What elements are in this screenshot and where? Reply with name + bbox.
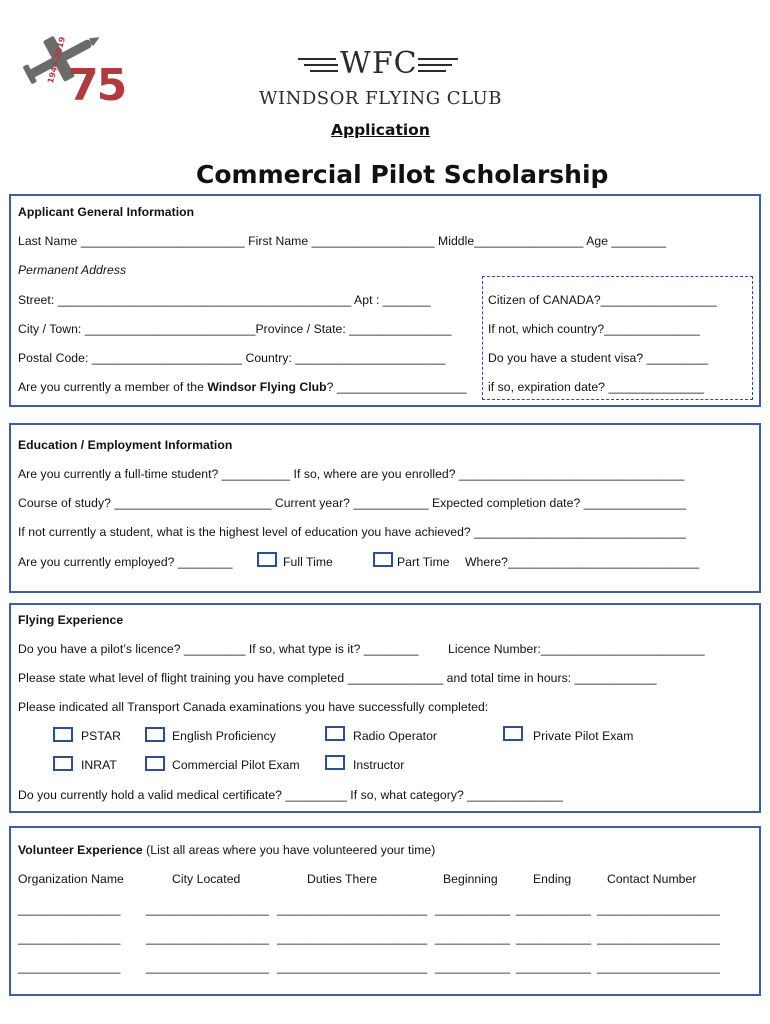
column-header-beginning: Beginning bbox=[443, 872, 498, 886]
club-logo bbox=[258, 46, 502, 114]
permanent-address-label: Permanent Address bbox=[18, 263, 127, 277]
column-header-city: City Located bbox=[172, 872, 241, 886]
volunteer-row-3-duties[interactable]: ______________________ bbox=[277, 960, 428, 974]
course-of-study-field[interactable]: Course of study? _______________________ Current year? ___________ Expected completion date? _______________ bbox=[18, 496, 687, 510]
column-header-organization: Organization Name bbox=[18, 872, 124, 886]
licence-number-field[interactable]: Licence Number:________________________ bbox=[448, 642, 705, 656]
column-header-ending: Ending bbox=[533, 872, 572, 886]
club-name: WINDSOR FLYING CLUB bbox=[259, 88, 502, 109]
column-header-duties: Duties There bbox=[307, 872, 378, 886]
volunteer-row-3-city[interactable]: __________________ bbox=[146, 960, 269, 974]
volunteer-title: Volunteer Experience bbox=[18, 843, 143, 857]
street-field[interactable]: Street: ___________________________________________ Apt : _______ bbox=[18, 293, 431, 307]
pilot-licence-field[interactable]: Do you have a pilot’s licence? _________ If so, what type is it? ________ bbox=[18, 642, 419, 656]
anniversary-number: 75 bbox=[68, 60, 126, 111]
instructor-label: Instructor bbox=[353, 758, 405, 772]
club-initials: WFC bbox=[340, 46, 418, 81]
part-time-checkbox[interactable] bbox=[373, 552, 393, 567]
student-status-field[interactable]: Are you currently a full-time student? __________ If so, where are you enrolled? _________________________________ bbox=[18, 467, 685, 481]
full-time-checkbox[interactable] bbox=[257, 552, 277, 567]
volunteer-row-2-ending[interactable]: ___________ bbox=[516, 931, 592, 945]
flight-training-field[interactable]: Please state what level of flight training you have completed ______________ and total time in hours: ____________ bbox=[18, 671, 657, 685]
radio-operator-label: Radio Operator bbox=[353, 729, 438, 743]
volunteer-row-3-ending[interactable]: ___________ bbox=[516, 960, 592, 974]
page-title: Commercial Pilot Scholarship bbox=[196, 160, 609, 189]
visa-expiration-field[interactable]: if so, expiration date? ______________ bbox=[488, 380, 705, 394]
full-time-label: Full Time bbox=[283, 555, 333, 569]
private-pilot-exam-checkbox[interactable] bbox=[503, 726, 523, 741]
volunteer-row-1-ending[interactable]: ___________ bbox=[516, 902, 592, 916]
radio-operator-checkbox[interactable] bbox=[325, 726, 345, 741]
english-proficiency-checkbox[interactable] bbox=[145, 727, 165, 742]
english-proficiency-label: English Proficiency bbox=[172, 729, 276, 743]
anniversary-logo bbox=[18, 20, 126, 120]
membership-question-post: ? ___________________ bbox=[326, 380, 467, 394]
volunteer-row-2-city[interactable]: __________________ bbox=[146, 931, 269, 945]
country-field[interactable]: If not, which country?______________ bbox=[488, 322, 700, 336]
volunteer-row-1-city[interactable]: __________________ bbox=[146, 902, 269, 916]
pstar-label: PSTAR bbox=[81, 729, 121, 743]
exams-instruction: Please indicated all Transport Canada examinations you have successfully completed: bbox=[18, 700, 489, 714]
volunteer-row-1-contact[interactable]: __________________ bbox=[597, 902, 720, 916]
general-info-title: Applicant General Information bbox=[18, 205, 195, 219]
education-level-field[interactable]: If not currently a student, what is the highest level of education you have achieved? _______________________________ bbox=[18, 525, 686, 539]
volunteer-row-1-organization[interactable]: _______________ bbox=[18, 902, 121, 916]
column-header-contact: Contact Number bbox=[607, 872, 697, 886]
city-province-field[interactable]: City / Town: _________________________Province / State: _______________ bbox=[18, 322, 452, 336]
instructor-checkbox[interactable] bbox=[325, 755, 345, 770]
employed-field[interactable]: Are you currently employed? ________ bbox=[18, 555, 233, 569]
employer-where-field[interactable]: Where?____________________________ bbox=[465, 555, 700, 569]
volunteer-row-3-beginning[interactable]: ___________ bbox=[435, 960, 511, 974]
volunteer-row-2-duties[interactable]: ______________________ bbox=[277, 931, 428, 945]
private-pilot-exam-label: Private Pilot Exam bbox=[533, 729, 634, 743]
part-time-label: Part Time bbox=[397, 555, 450, 569]
volunteer-row-2-contact[interactable]: __________________ bbox=[597, 931, 720, 945]
volunteer-heading bbox=[18, 843, 435, 857]
membership-club-name: Windsor Flying Club bbox=[207, 380, 327, 394]
volunteer-row-3-organization[interactable]: _______________ bbox=[18, 960, 121, 974]
commercial-pilot-exam-checkbox[interactable] bbox=[145, 756, 165, 771]
inrat-checkbox[interactable] bbox=[53, 756, 73, 771]
pstar-checkbox[interactable] bbox=[53, 727, 73, 742]
commercial-pilot-exam-label: Commercial Pilot Exam bbox=[172, 758, 300, 772]
membership-question[interactable] bbox=[18, 380, 467, 394]
volunteer-row-1-beginning[interactable]: ___________ bbox=[435, 902, 511, 916]
inrat-label: INRAT bbox=[81, 758, 117, 772]
volunteer-row-2-beginning[interactable]: ___________ bbox=[435, 931, 511, 945]
volunteer-row-3-contact[interactable]: __________________ bbox=[597, 960, 720, 974]
volunteer-row-2-organization[interactable]: _______________ bbox=[18, 931, 121, 945]
postal-country-field[interactable]: Postal Code: ______________________ Country: ______________________ bbox=[18, 351, 446, 365]
student-visa-field[interactable]: Do you have a student visa? _________ bbox=[488, 351, 709, 365]
anniversary-years: 1944-2019 bbox=[46, 35, 68, 85]
medical-certificate-field[interactable]: Do you currently hold a valid medical certificate? _________ If so, what category? ______________ bbox=[18, 788, 563, 802]
citizen-field[interactable]: Citizen of CANADA?_________________ bbox=[488, 293, 717, 307]
flying-title: Flying Experience bbox=[18, 613, 124, 627]
name-fields[interactable]: Last Name ________________________ First Name __________________ Middle________________ Age ________ bbox=[18, 234, 667, 248]
education-title: Education / Employment Information bbox=[18, 438, 233, 452]
membership-question-pre: Are you currently a member of the bbox=[18, 380, 208, 394]
volunteer-note: (List all areas where you have volunteered your time) bbox=[142, 843, 436, 857]
document-label: Application bbox=[331, 121, 430, 139]
volunteer-row-1-duties[interactable]: ______________________ bbox=[277, 902, 428, 916]
